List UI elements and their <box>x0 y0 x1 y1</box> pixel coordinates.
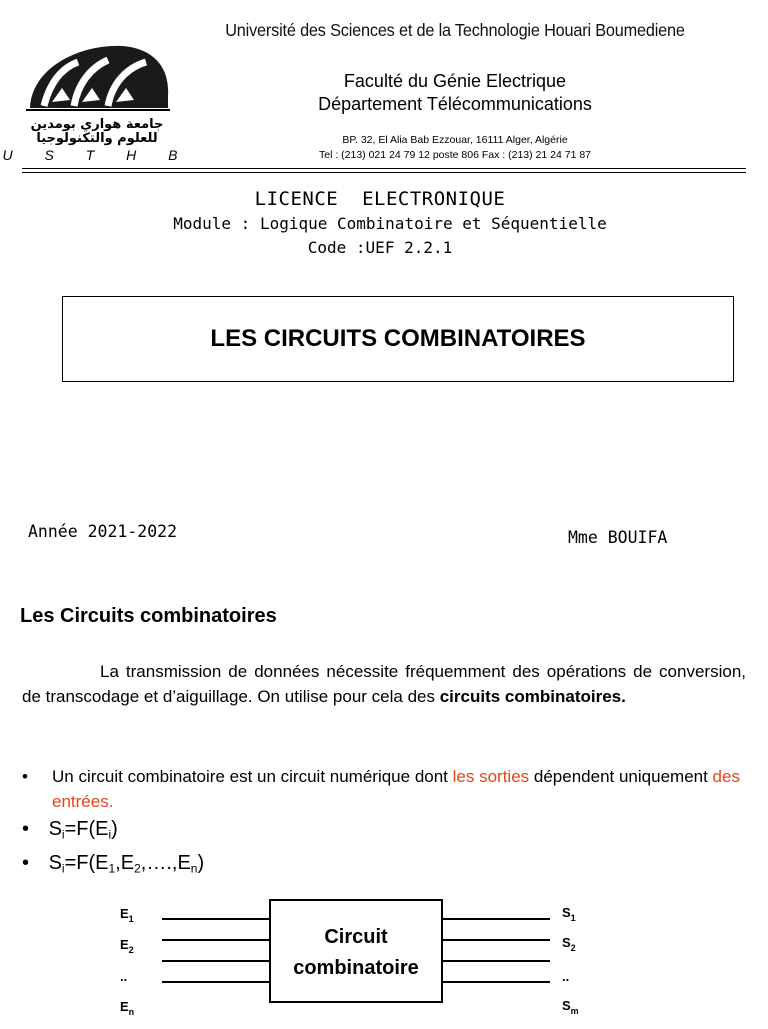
circuit-box <box>270 900 442 1002</box>
input-label-2 <box>120 937 134 955</box>
program-name: LICENCE ELECTRONIQUE <box>254 188 506 210</box>
header-divider-top <box>22 168 746 169</box>
circuit-box-label-2: combinatoire <box>293 957 419 979</box>
postal-address: BP. 32, El Alia Bab Ezzouar, 16111 Alger, Algérie <box>342 134 568 146</box>
input-label-2-base: E <box>120 937 129 952</box>
module-name: Module : Logique Combinatoire et Séquentielle <box>173 214 607 233</box>
output-label-2-sub: 2 <box>570 943 576 953</box>
input-label-1-sub: 1 <box>128 914 134 924</box>
intro-text: La transmission de données nécessite fréquemment des opérations de conversion, de transcodage et d’aiguillage. On utilise pour cela des <box>22 662 746 706</box>
header-divider-bottom <box>22 172 746 173</box>
svg-text:U S T H B: U S T H B <box>2 147 192 163</box>
contact-info: Tel : (213) 021 24 79 12 poste 806 Fax : (213) 21 24 71 87 <box>318 148 592 161</box>
input-label-1-base: E <box>120 906 129 921</box>
department-name: Département Télécommunications <box>318 94 592 114</box>
definition-text-part1: Un circuit combinatoire est un circuit numérique dont <box>52 767 453 786</box>
usthb-logo <box>2 36 192 164</box>
equation-multi <box>22 852 204 875</box>
circuit-diagram-svg <box>100 893 660 1024</box>
bullet-dot: • <box>22 852 30 874</box>
output-label-4-sub: m <box>570 1006 579 1016</box>
circuit-diagram <box>100 893 660 1024</box>
equation-single-expr: $S_i=F(E_i)$ <box>48 818 118 842</box>
input-label-3 <box>120 969 127 984</box>
svg-text:للعلوم والتكنولوجيا: للعلوم والتكنولوجيا <box>36 131 158 146</box>
author-name: Mme BOUIFA <box>568 528 668 547</box>
faculty-name: Faculté du Génie Electrique <box>343 71 567 91</box>
module-code: Code :UEF 2.2.1 <box>307 238 453 257</box>
definition-text <box>52 765 746 814</box>
output-label-1-sub: 1 <box>570 913 576 923</box>
output-label-2-base: S <box>562 935 571 950</box>
output-label-2 <box>562 935 576 953</box>
bullet-dot: • <box>22 767 28 786</box>
section-heading: Les Circuits combinatoires <box>20 605 277 627</box>
input-label-3-base: .. <box>120 969 128 984</box>
input-label-2-sub: 2 <box>128 945 134 955</box>
output-label-4-base: S <box>562 998 571 1013</box>
output-label-1-base: S <box>562 905 571 920</box>
highlight-inputs: des entrées. <box>52 767 740 811</box>
input-label-1 <box>120 906 134 924</box>
svg-text:جامعة هواري بومدين: جامعة هواري بومدين <box>30 117 164 132</box>
document-title-box <box>62 296 734 382</box>
academic-year: Année 2021-2022 <box>28 522 178 541</box>
highlight-outputs: les sorties <box>452 767 530 786</box>
output-label-3 <box>562 969 569 984</box>
equation-multi-expr: $S_i=F(E_1,E_2,\dots.,E_n)$ <box>48 852 205 876</box>
bullet-dot: • <box>22 818 30 840</box>
university-name: Université des Sciences et de la Technologie Houari Boumediene <box>225 20 685 40</box>
equation-single <box>22 818 118 841</box>
output-label-3-base: .. <box>562 969 570 984</box>
definition-text-part2: dépendent uniquement <box>529 767 713 786</box>
intro-bold-term: circuits combinatoires. <box>439 686 626 706</box>
bullet-definition <box>22 765 746 814</box>
input-label-4 <box>120 999 134 1017</box>
circuit-box-label-1: Circuit <box>324 926 388 948</box>
input-label-4-base: E <box>120 999 129 1014</box>
output-label-1 <box>562 905 576 923</box>
address-block <box>250 133 660 162</box>
document-title: LES CIRCUITS COMBINATOIRES <box>210 325 586 352</box>
input-label-4-sub: n <box>128 1007 135 1017</box>
output-label-4 <box>562 998 579 1016</box>
faculty-block <box>250 70 660 116</box>
usthb-logo-emblem <box>2 36 192 164</box>
intro-paragraph <box>22 660 746 709</box>
